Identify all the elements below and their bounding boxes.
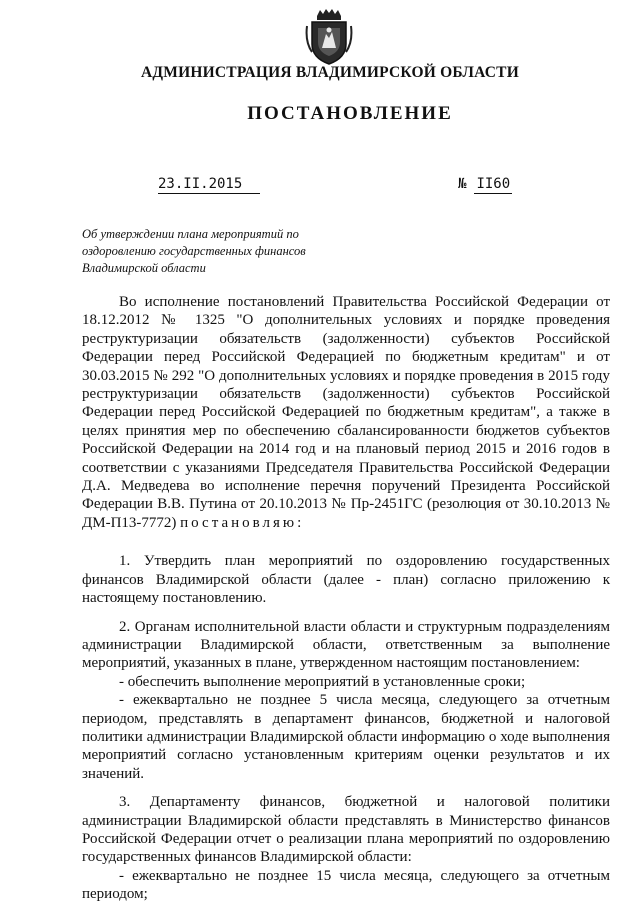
item-3-subitem-a: - ежеквартально не позднее 15 числа месяца, следующего за отчетным периодом; bbox=[82, 867, 610, 903]
subject-line: оздоровлению государственных финансов bbox=[82, 244, 306, 258]
item-2-subitem-b: - ежеквартально не позднее 5 числа месяца, следующего за отчетным периодом, представлять в департамент финансов, бюджетной и налоговой политики администрации Владимирской области информацию о ходе выполнения мероприятий согласно установленным критериям оценки результатов и их значений. bbox=[82, 692, 610, 782]
subject-line: Владимирской области bbox=[82, 261, 206, 275]
item-3-paragraph: 3. Департаменту финансов, бюджетной и налоговой политики администрации Владимирской области представлять в Министерство финансов Российской Федерации отчет о реализации плана мероприятий по оздоровлению государственных финансов Владимирской области: bbox=[82, 794, 610, 866]
item-1-paragraph: 1. Утвердить план мероприятий по оздоровлению государственных финансов Владимирской области (далее - план) согласно приложению к настоящему постановлению. bbox=[82, 553, 610, 607]
document-number-block bbox=[458, 176, 512, 192]
number-sign: № bbox=[458, 176, 467, 192]
item-2-paragraph: 2. Органам исполнительной власти области и структурным подразделениям администрации Владимирской области, ответственным за выполнение мероприятий, указанных в плане, утвержденном настоящим постановлением: bbox=[82, 618, 610, 672]
document-number: II60 bbox=[476, 176, 511, 192]
document-date: 23.II.2015 bbox=[158, 176, 260, 194]
document-type-title: ПОСТАНОВЛЕНИЕ bbox=[247, 103, 453, 124]
preamble-paragraph bbox=[82, 293, 610, 532]
subject-line: Об утверждении плана мероприятий по bbox=[82, 227, 299, 241]
vladimir-region-coat-of-arms-icon bbox=[304, 8, 354, 66]
document-subject bbox=[82, 226, 352, 277]
decree-word: постановляю: bbox=[180, 514, 305, 531]
item-2-subitem-a: - обеспечить выполнение мероприятий в установленные сроки; bbox=[119, 673, 526, 690]
organization-name: АДМИНИСТРАЦИЯ ВЛАДИМИРСКОЙ ОБЛАСТИ bbox=[141, 64, 519, 81]
document-body bbox=[82, 293, 610, 904]
preamble-text: Во исполнение постановлений Правительства Российской Федерации от 18.12.2012 № 1325 "О дополнительных условиях и порядке проведения реструктуризации обязательств (задолженности) субъектов Российской Федерации перед Российской Федерацией по бюджетным кредитам" и от 30.03.2015 № 292 "О дополнительных условиях и порядке проведения в 2015 году реструктуризации обязательств (задолженности) субъектов Российской Федерации перед Российской Федерацией по бюджетным кредитам", а также в целях принятия мер по обеспечению сбалансированности бюджетов субъектов Российской Федерации на 2014 год и на плановый период 2015 и 2016 годов в соответствии с указаниями Председателя Правительства Российской Федерации Д.А. Медведева во исполнение перечня поручений Президента Российской Федерации В.В. Путина от 20.10.2013 № Пр-2451ГС (резолюция от 30.10.2013 № ДМ-П13-7772) bbox=[82, 294, 610, 531]
